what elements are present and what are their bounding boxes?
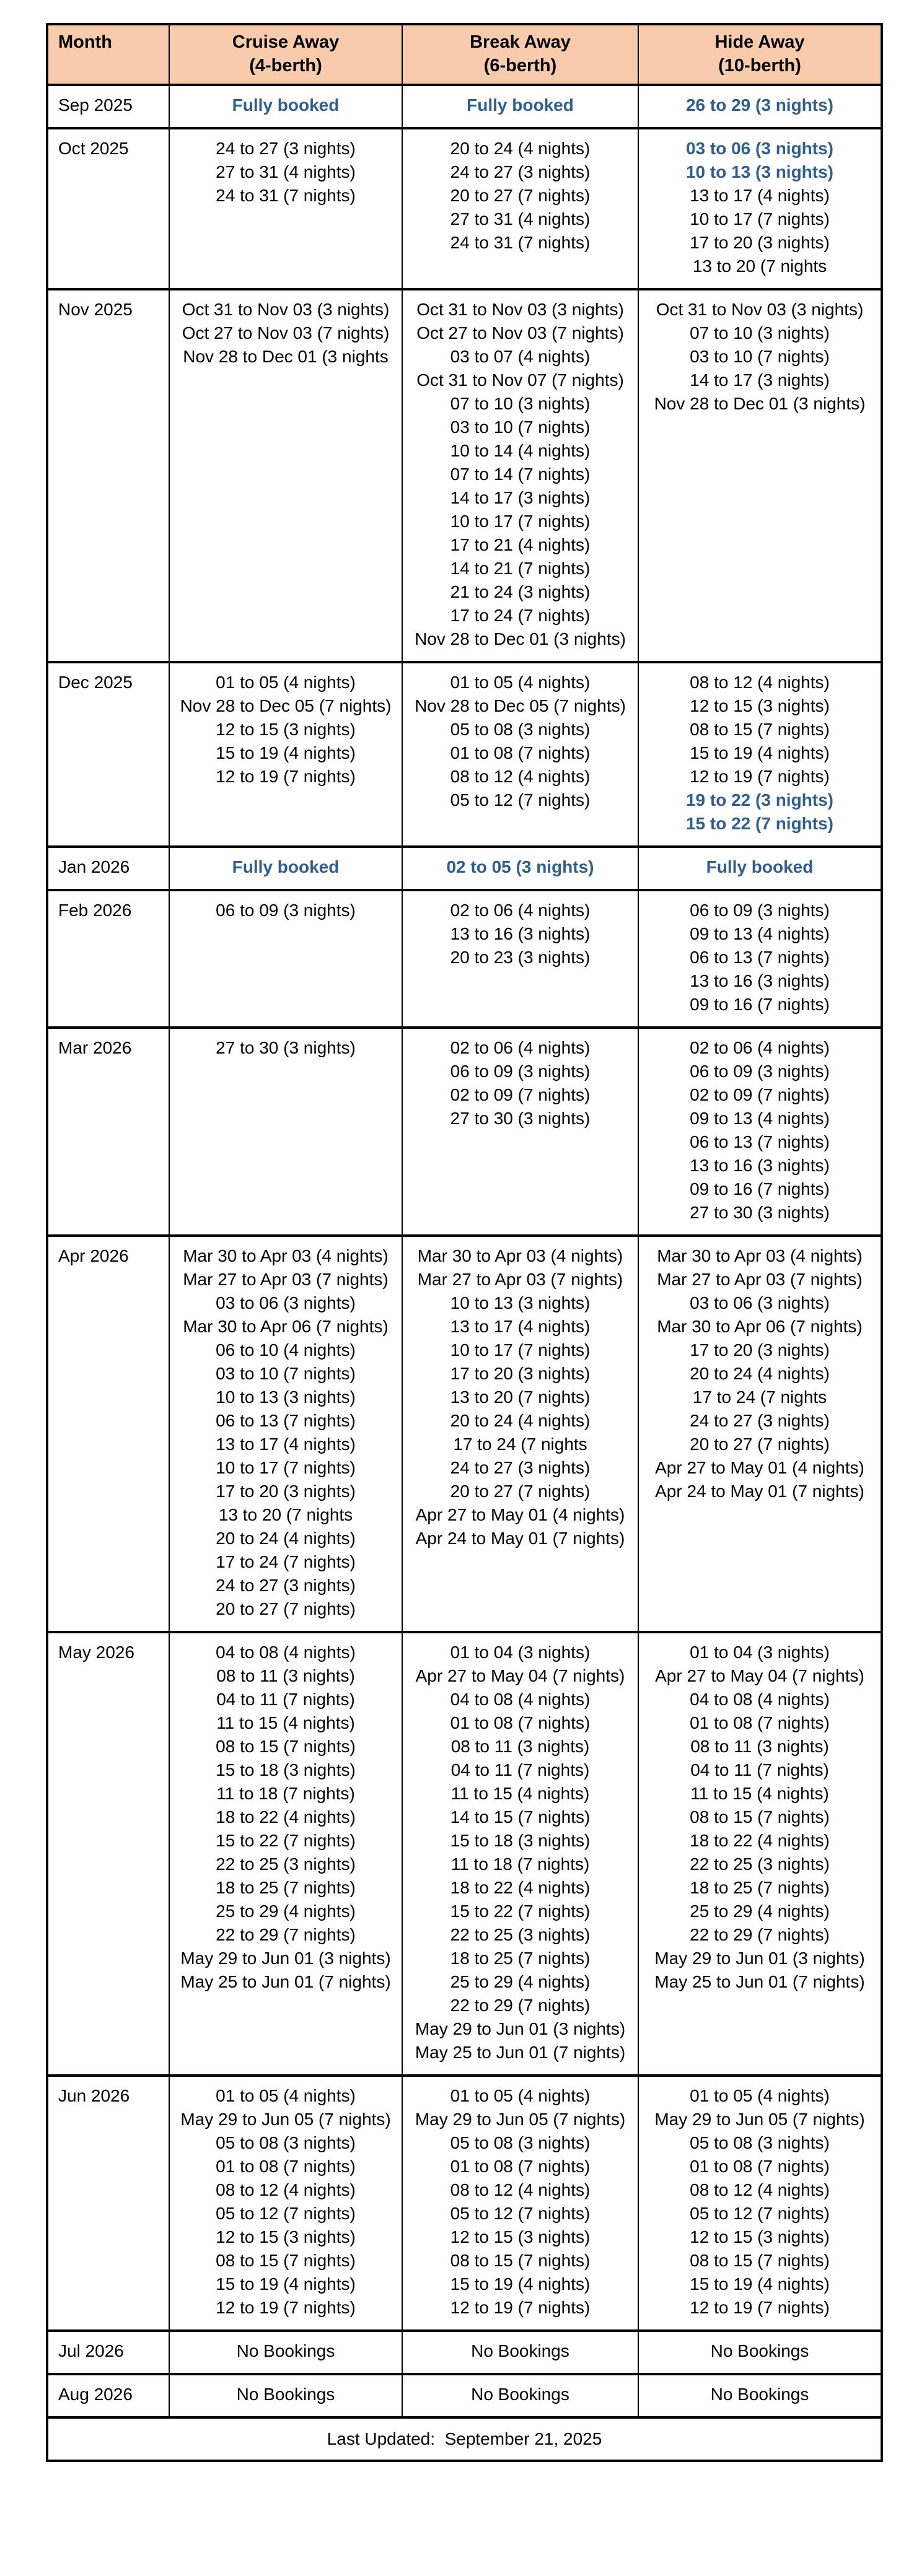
booking-slot: 25 to 29 (4 nights) (690, 1901, 830, 1921)
booking-slot: 01 to 05 (4 nights) (450, 673, 591, 692)
booking-slot: Fully booked (232, 95, 340, 115)
booking-slot: 04 to 08 (4 nights) (690, 1690, 830, 1709)
booking-slot: 22 to 29 (7 nights) (450, 1996, 591, 2015)
booking-slot: 12 to 19 (7 nights) (216, 767, 356, 786)
booking-slot: Mar 27 to Apr 03 (7 nights) (657, 1270, 863, 1289)
booking-slot: Apr 27 to May 04 (7 nights) (655, 1666, 864, 1685)
booking-slot: 08 to 11 (3 nights) (450, 1737, 590, 1756)
booking-slot: 04 to 08 (4 nights) (450, 1690, 591, 1709)
booking-slot: 15 to 19 (4 nights) (690, 2274, 830, 2294)
booking-slot: 21 to 24 (3 nights) (450, 582, 591, 601)
booking-slot: 08 to 12 (4 nights) (450, 2180, 591, 2199)
booking-slot: 17 to 20 (3 nights) (690, 1340, 830, 1360)
booking-slot: 08 to 12 (4 nights) (690, 673, 830, 692)
booking-slot: 14 to 17 (3 nights) (450, 488, 591, 507)
booking-slot: 15 to 18 (3 nights) (216, 1760, 356, 1779)
booking-slot: 13 to 16 (3 nights) (450, 924, 591, 943)
boat-berth: (10-berth) (718, 56, 801, 76)
booking-slot: 27 to 30 (3 nights) (216, 1038, 356, 1057)
booking-slot: 12 to 19 (7 nights) (690, 2298, 830, 2317)
booking-slot: 10 to 13 (3 nights) (216, 1387, 356, 1407)
availability-cell (402, 2374, 638, 2417)
booking-slot: Apr 27 to May 01 (4 nights) (415, 1505, 625, 1524)
booking-slot: 19 to 22 (3 nights) (685, 790, 834, 810)
booking-slot: Mar 30 to Apr 03 (4 nights) (417, 1246, 623, 1265)
booking-slot: May 29 to Jun 01 (3 nights) (415, 2019, 626, 2038)
booking-slot: Apr 24 to May 01 (7 nights) (415, 1529, 625, 1548)
booking-slot: Mar 27 to Apr 03 (7 nights) (183, 1270, 389, 1289)
booking-slot: 22 to 25 (3 nights) (450, 1925, 591, 1944)
booking-slot: 14 to 17 (3 nights) (690, 370, 830, 390)
booking-slot: 11 to 15 (4 nights) (450, 1784, 590, 1803)
month-label: Feb 2026 (47, 890, 169, 1028)
availability-cell (402, 2076, 638, 2331)
booking-slot: 15 to 19 (4 nights) (690, 743, 830, 762)
booking-slot: 24 to 27 (3 nights) (216, 1576, 356, 1595)
booking-slot: 02 to 06 (4 nights) (450, 901, 591, 920)
booking-slot: 04 to 11 (7 nights) (690, 1760, 829, 1779)
booking-slot: 13 to 17 (4 nights) (450, 1317, 591, 1336)
availability-cell (169, 2374, 402, 2417)
booking-slot: 10 to 17 (7 nights) (450, 1340, 591, 1360)
availability-cell (402, 1028, 638, 1236)
availability-cell (638, 2374, 882, 2417)
availability-cell (638, 289, 882, 662)
month-label: Jan 2026 (47, 847, 169, 890)
booking-slot: 10 to 13 (3 nights) (450, 1293, 591, 1312)
booking-slot: 10 to 17 (7 nights) (450, 512, 591, 531)
month-label: Aug 2026 (47, 2374, 169, 2417)
header-row (47, 24, 882, 85)
booking-slot: 08 to 15 (7 nights) (216, 2251, 356, 2270)
availability-cell (638, 128, 882, 289)
booking-slot: 03 to 06 (3 nights) (685, 139, 834, 158)
booking-slot: May 25 to Jun 01 (7 nights) (654, 1972, 865, 1991)
availability-cell (638, 1028, 882, 1236)
booking-slot: 27 to 30 (3 nights) (450, 1109, 591, 1128)
booking-slot: 12 to 19 (7 nights) (690, 767, 830, 786)
booking-slot: 27 to 31 (4 nights) (216, 162, 356, 181)
booking-slot: 02 to 06 (4 nights) (690, 1038, 830, 1057)
booking-slot: 17 to 20 (3 nights) (450, 1364, 591, 1383)
booking-slot: 14 to 21 (7 nights) (450, 559, 591, 578)
boat-berth: (4-berth) (249, 56, 322, 76)
booking-slot: 20 to 27 (7 nights) (216, 1599, 356, 1618)
last-updated: Last Updated: September 21, 2025 (47, 2417, 882, 2461)
booking-slot: 05 to 08 (3 nights) (216, 2133, 356, 2152)
booking-slot: 06 to 09 (3 nights) (690, 1062, 830, 1081)
booking-slot: 01 to 08 (7 nights) (450, 743, 591, 762)
booking-slot: 08 to 15 (7 nights) (450, 2251, 591, 2270)
booking-slot: 17 to 24 (7 nights (692, 1387, 827, 1407)
availability-cell (638, 2076, 882, 2331)
table-row (47, 289, 882, 662)
month-label: Jun 2026 (47, 2076, 169, 2331)
booking-slot: No Bookings (471, 2341, 569, 2360)
booking-slot: May 29 to Jun 05 (7 nights) (415, 2110, 626, 2129)
booking-slot: 24 to 27 (3 nights) (450, 1458, 591, 1477)
month-label: Nov 2025 (47, 289, 169, 662)
availability-cell (402, 1632, 638, 2076)
column-header-hide-away (638, 24, 882, 85)
booking-slot: No Bookings (710, 2385, 809, 2404)
booking-slot: 06 to 13 (7 nights) (216, 1411, 356, 1430)
booking-slot: 17 to 24 (7 nights) (216, 1552, 356, 1571)
booking-slot: 05 to 08 (3 nights) (450, 2133, 591, 2152)
month-label: Dec 2025 (47, 662, 169, 847)
booking-slot: 03 to 10 (7 nights) (216, 1364, 356, 1383)
booking-slot: No Bookings (236, 2341, 335, 2360)
booking-slot: 06 to 09 (3 nights) (690, 901, 830, 920)
booking-slot: May 29 to Jun 05 (7 nights) (180, 2110, 391, 2129)
booking-slot: 05 to 12 (7 nights) (690, 2204, 830, 2223)
booking-slot: 24 to 31 (7 nights) (216, 186, 356, 205)
booking-slot: 08 to 15 (7 nights) (690, 2251, 830, 2270)
availability-cell (402, 128, 638, 289)
booking-slot: 18 to 25 (7 nights) (216, 1878, 356, 1897)
booking-slot: 08 to 12 (4 nights) (216, 2180, 356, 2199)
booking-slot: 12 to 15 (3 nights) (216, 2227, 356, 2246)
booking-slot: 17 to 24 (7 nights) (450, 606, 591, 625)
booking-slot: 02 to 06 (4 nights) (450, 1038, 591, 1057)
booking-slot: Nov 28 to Dec 01 (3 nights) (415, 629, 626, 648)
booking-slot: 18 to 25 (7 nights) (690, 1878, 830, 1897)
booking-slot: 07 to 14 (7 nights) (450, 465, 591, 484)
booking-slot: 15 to 22 (7 nights) (216, 1831, 356, 1850)
table-row (47, 85, 882, 128)
booking-slot: 05 to 12 (7 nights) (450, 2204, 591, 2223)
booking-slot: 09 to 16 (7 nights) (690, 995, 830, 1014)
booking-slot: No Bookings (710, 2341, 809, 2360)
footer-row (47, 2417, 882, 2461)
boat-berth: (6-berth) (483, 56, 557, 76)
booking-slot: 17 to 20 (3 nights) (216, 1482, 356, 1501)
availability-cell (402, 289, 638, 662)
booking-slot: 12 to 19 (7 nights) (450, 2298, 591, 2317)
column-header-cruise-away (169, 24, 402, 85)
booking-slot: 20 to 27 (7 nights) (690, 1434, 830, 1454)
booking-slot: 26 to 29 (3 nights) (685, 95, 834, 115)
booking-slot: 07 to 10 (3 nights) (450, 394, 591, 413)
booking-slot: 01 to 08 (7 nights) (690, 1713, 830, 1732)
booking-slot: 04 to 08 (4 nights) (216, 1643, 356, 1662)
availability-cell (169, 1632, 402, 2076)
booking-slot: 07 to 10 (3 nights) (690, 323, 830, 343)
booking-slot: 20 to 27 (7 nights) (450, 186, 591, 205)
booking-slot: 12 to 15 (3 nights) (690, 2227, 830, 2246)
booking-slot: 06 to 09 (3 nights) (216, 901, 356, 920)
booking-slot: 05 to 12 (7 nights) (450, 790, 591, 810)
booking-slot: Fully booked (232, 857, 340, 876)
availability-cell (638, 1236, 882, 1632)
booking-slot: 05 to 08 (3 nights) (450, 720, 591, 739)
table-row (47, 1632, 882, 2076)
booking-slot: 27 to 30 (3 nights) (690, 1203, 830, 1222)
availability-cell (169, 2076, 402, 2331)
booking-slot: 24 to 27 (3 nights) (690, 1411, 830, 1430)
booking-slot: 02 to 09 (7 nights) (450, 1085, 591, 1104)
booking-slot: Apr 27 to May 01 (4 nights) (655, 1458, 864, 1477)
booking-slot: 08 to 12 (4 nights) (450, 767, 591, 786)
booking-slot: 08 to 15 (7 nights) (690, 720, 830, 739)
booking-slot: 25 to 29 (4 nights) (216, 1901, 356, 1921)
booking-slot: 18 to 22 (4 nights) (690, 1831, 830, 1850)
booking-slot: 10 to 17 (7 nights) (216, 1458, 356, 1477)
availability-cell (169, 2331, 402, 2374)
booking-slot: Oct 31 to Nov 03 (3 nights) (656, 300, 864, 319)
booking-slot: 17 to 24 (7 nights (453, 1434, 587, 1454)
booking-slot: 22 to 29 (7 nights) (690, 1925, 830, 1944)
booking-slot: 25 to 29 (4 nights) (450, 1972, 591, 1991)
booking-slot: Oct 31 to Nov 03 (3 nights) (416, 300, 624, 319)
booking-slot: 02 to 09 (7 nights) (690, 1085, 830, 1104)
table-row (47, 847, 882, 890)
booking-slot: 24 to 31 (7 nights) (450, 233, 591, 252)
booking-slot: 20 to 24 (4 nights) (450, 1411, 591, 1430)
booking-slot: 22 to 25 (3 nights) (216, 1854, 356, 1874)
booking-slot: 01 to 08 (7 nights) (450, 2157, 591, 2176)
month-label: Mar 2026 (47, 1028, 169, 1236)
table-row (47, 2331, 882, 2374)
booking-slot: May 29 to Jun 05 (7 nights) (654, 2110, 865, 2129)
booking-slot: 13 to 20 (7 nights (692, 256, 827, 276)
availability-cell (169, 128, 402, 289)
boat-name: Cruise Away (232, 32, 340, 52)
booking-slot: 11 to 18 (7 nights) (450, 1854, 590, 1874)
column-header-break-away (402, 24, 638, 85)
booking-slot: 15 to 19 (4 nights) (450, 2274, 591, 2294)
booking-slot: 15 to 22 (7 nights) (685, 814, 834, 833)
booking-slot: 15 to 18 (3 nights) (450, 1831, 591, 1850)
booking-slot: Mar 30 to Apr 06 (7 nights) (657, 1317, 863, 1336)
table-body (47, 85, 882, 2417)
booking-slot: 03 to 06 (3 nights) (690, 1293, 830, 1312)
availability-cell (638, 85, 882, 128)
booking-slot: 01 to 08 (7 nights) (450, 1713, 591, 1732)
booking-slot: 01 to 05 (4 nights) (216, 673, 356, 692)
availability-cell (169, 662, 402, 847)
booking-slot: 13 to 16 (3 nights) (690, 971, 830, 990)
table-row (47, 1028, 882, 1236)
booking-slot: 15 to 19 (4 nights) (216, 743, 356, 762)
booking-slot: 18 to 22 (4 nights) (216, 1807, 356, 1827)
availability-table (46, 23, 883, 2462)
availability-cell (169, 289, 402, 662)
booking-slot: Oct 27 to Nov 03 (7 nights) (182, 323, 390, 343)
booking-slot: 01 to 05 (4 nights) (216, 2086, 356, 2105)
booking-slot: 24 to 27 (3 nights) (450, 162, 591, 181)
booking-slot: 10 to 14 (4 nights) (450, 441, 591, 460)
booking-slot: 02 to 05 (3 nights) (446, 857, 594, 876)
booking-slot: 09 to 13 (4 nights) (690, 1109, 830, 1128)
booking-slot: Nov 28 to Dec 01 (3 nights (183, 347, 389, 366)
booking-slot: 06 to 13 (7 nights) (690, 948, 830, 967)
booking-slot: 27 to 31 (4 nights) (450, 209, 591, 229)
booking-slot: Nov 28 to Dec 05 (7 nights) (415, 696, 626, 715)
booking-slot: 01 to 08 (7 nights) (690, 2157, 830, 2176)
booking-slot: May 29 to Jun 01 (3 nights) (180, 1949, 391, 1968)
booking-slot: 20 to 23 (3 nights) (450, 948, 591, 967)
month-label: Oct 2025 (47, 128, 169, 289)
table-row (47, 128, 882, 289)
boat-name: Break Away (470, 32, 571, 52)
availability-cell (169, 1028, 402, 1236)
booking-slot: Oct 31 to Nov 03 (3 nights) (182, 300, 390, 319)
booking-slot: Fully booked (467, 95, 574, 115)
booking-slot: 24 to 27 (3 nights) (216, 139, 356, 158)
availability-cell (402, 662, 638, 847)
booking-slot: 03 to 10 (7 nights) (690, 347, 830, 366)
booking-slot: Mar 27 to Apr 03 (7 nights) (417, 1270, 623, 1289)
booking-slot: 20 to 24 (4 nights) (690, 1364, 830, 1383)
availability-cell (169, 1236, 402, 1632)
booking-slot: 06 to 09 (3 nights) (450, 1062, 591, 1081)
booking-slot: Mar 30 to Apr 03 (4 nights) (183, 1246, 389, 1265)
availability-cell (638, 2331, 882, 2374)
availability-cell (638, 662, 882, 847)
booking-slot: Oct 27 to Nov 03 (7 nights) (416, 323, 624, 343)
booking-slot: 01 to 05 (4 nights) (450, 2086, 591, 2105)
booking-slot: No Bookings (471, 2385, 569, 2404)
booking-slot: 22 to 25 (3 nights) (690, 1854, 830, 1874)
booking-slot: 12 to 15 (3 nights) (690, 696, 830, 715)
booking-slot: 13 to 17 (4 nights) (216, 1434, 356, 1454)
booking-slot: 18 to 22 (4 nights) (450, 1878, 591, 1897)
booking-slot: 08 to 15 (7 nights) (216, 1737, 356, 1756)
booking-slot: 01 to 08 (7 nights) (216, 2157, 356, 2176)
booking-slot: 13 to 20 (7 nights) (450, 1387, 591, 1407)
booking-slot: May 25 to Jun 01 (7 nights) (180, 1972, 391, 1991)
booking-slot: 08 to 12 (4 nights) (690, 2180, 830, 2199)
booking-slot: Apr 27 to May 04 (7 nights) (415, 1666, 625, 1685)
month-label: Sep 2025 (47, 85, 169, 128)
booking-slot: 08 to 11 (3 nights) (216, 1666, 355, 1685)
booking-slot: 05 to 08 (3 nights) (690, 2133, 830, 2152)
booking-slot: Nov 28 to Dec 05 (7 nights) (180, 696, 392, 715)
booking-slot: 11 to 15 (4 nights) (690, 1784, 829, 1803)
booking-slot: 08 to 15 (7 nights) (690, 1807, 830, 1827)
month-label: May 2026 (47, 1632, 169, 2076)
booking-slot: 06 to 10 (4 nights) (216, 1340, 356, 1360)
booking-slot: 03 to 07 (4 nights) (450, 347, 591, 366)
booking-slot: 01 to 04 (3 nights) (450, 1643, 591, 1662)
availability-cell (638, 1632, 882, 2076)
month-label: Apr 2026 (47, 1236, 169, 1632)
availability-cell (402, 1236, 638, 1632)
booking-slot: 10 to 17 (7 nights) (690, 209, 830, 229)
booking-slot: Oct 31 to Nov 07 (7 nights) (416, 370, 624, 390)
availability-cell (402, 85, 638, 128)
booking-slot: 20 to 27 (7 nights) (450, 1482, 591, 1501)
booking-slot: 12 to 19 (7 nights) (216, 2298, 356, 2317)
booking-slot: 22 to 29 (7 nights) (216, 1925, 356, 1944)
booking-slot: 06 to 13 (7 nights) (690, 1132, 830, 1151)
booking-slot: 15 to 19 (4 nights) (216, 2274, 356, 2294)
booking-slot: 12 to 15 (3 nights) (216, 720, 356, 739)
booking-slot: 05 to 12 (7 nights) (216, 2204, 356, 2223)
booking-slot: 10 to 13 (3 nights) (685, 162, 834, 181)
availability-cell (402, 890, 638, 1028)
availability-cell (169, 85, 402, 128)
month-label: Jul 2026 (47, 2331, 169, 2374)
booking-slot: 17 to 20 (3 nights) (690, 233, 830, 252)
booking-slot: 11 to 18 (7 nights) (216, 1784, 355, 1803)
booking-slot: Mar 30 to Apr 06 (7 nights) (183, 1317, 389, 1336)
booking-slot: 03 to 06 (3 nights) (216, 1293, 356, 1312)
booking-slot: No Bookings (236, 2385, 335, 2404)
booking-slot: 15 to 22 (7 nights) (450, 1901, 591, 1921)
booking-slot: Nov 28 to Dec 01 (3 nights) (654, 394, 866, 413)
availability-cell (402, 2331, 638, 2374)
availability-cell (638, 890, 882, 1028)
booking-slot: 20 to 24 (4 nights) (216, 1529, 356, 1548)
booking-slot: 13 to 16 (3 nights) (690, 1156, 830, 1175)
booking-slot: 13 to 20 (7 nights (218, 1505, 353, 1524)
booking-slot: 04 to 11 (7 nights) (216, 1690, 355, 1709)
availability-cell (169, 890, 402, 1028)
booking-slot: Apr 24 to May 01 (7 nights) (655, 1482, 864, 1501)
booking-slot: Fully booked (706, 857, 814, 876)
booking-slot: 03 to 10 (7 nights) (450, 417, 591, 437)
booking-slot: 09 to 16 (7 nights) (690, 1179, 830, 1198)
booking-slot: 12 to 15 (3 nights) (450, 2227, 591, 2246)
table-row (47, 2374, 882, 2417)
booking-slot: 08 to 11 (3 nights) (690, 1737, 829, 1756)
booking-slot: 13 to 17 (4 nights) (690, 186, 830, 205)
table-row (47, 662, 882, 847)
booking-slot: 09 to 13 (4 nights) (690, 924, 830, 943)
table-row (47, 1236, 882, 1632)
booking-slot: 14 to 15 (7 nights) (450, 1807, 591, 1827)
availability-cell (638, 847, 882, 890)
booking-slot: 18 to 25 (7 nights) (450, 1949, 591, 1968)
table-row (47, 890, 882, 1028)
booking-slot: 20 to 24 (4 nights) (450, 139, 591, 158)
availability-cell (169, 847, 402, 890)
booking-slot: 11 to 15 (4 nights) (216, 1713, 355, 1732)
booking-slot: 01 to 05 (4 nights) (690, 2086, 830, 2105)
availability-cell (402, 847, 638, 890)
boat-name: Hide Away (714, 32, 805, 52)
booking-slot: May 25 to Jun 01 (7 nights) (415, 2043, 626, 2062)
booking-slot: 17 to 21 (4 nights) (450, 535, 591, 554)
booking-slot: 01 to 04 (3 nights) (690, 1643, 830, 1662)
booking-slot: May 29 to Jun 01 (3 nights) (654, 1949, 865, 1968)
table-row (47, 2076, 882, 2331)
booking-slot: Mar 30 to Apr 03 (4 nights) (657, 1246, 863, 1265)
booking-slot: 04 to 11 (7 nights) (450, 1760, 590, 1779)
column-header-month: Month (47, 24, 169, 85)
